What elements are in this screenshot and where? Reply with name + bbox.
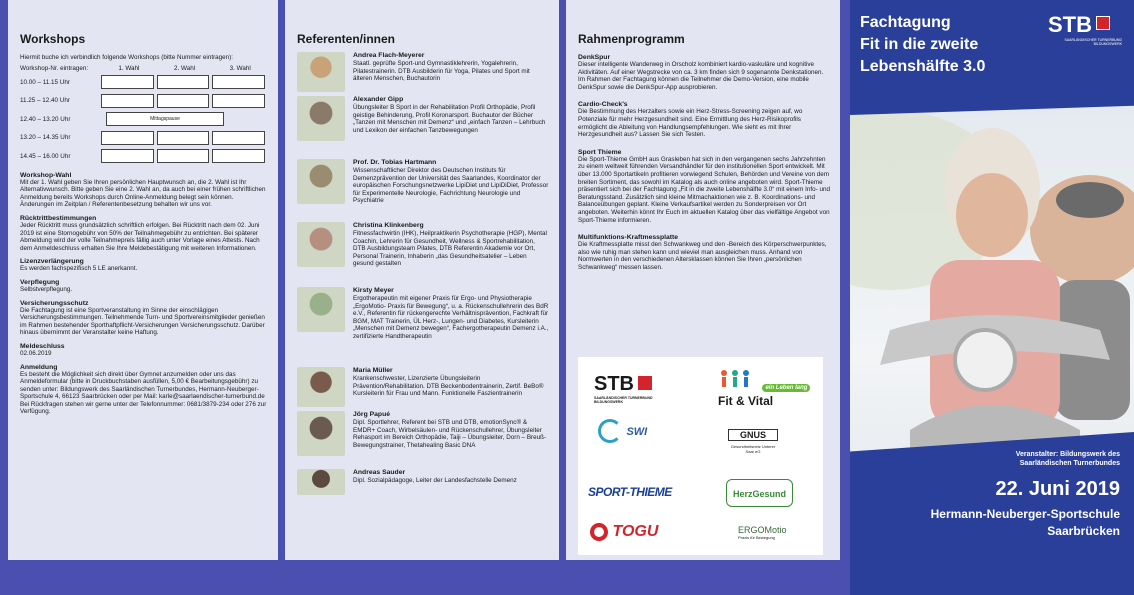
cover-title-line: Fit in die zweite: [860, 36, 979, 53]
organizer-line: Saarländischen Turnerbundes: [1019, 460, 1120, 467]
herzgesund-logo: [726, 479, 793, 507]
referent-description: Dipl. Sportlehrer, Referent bei STB und DTB, emotionSync® & EMDR+ Coach, Wirbelsäulen- und Rückenschullehrer, Übungsleiter Rehasport im Bereich Orthopädie, Taiji – Übungsleiter, Dorn – Breuß-Bewegungstrainer, Thetahealing Basic DNA: [353, 419, 547, 449]
ergomotio-text: ERGOMotio: [738, 525, 787, 535]
fit-vital-text: Fit & Vital: [718, 394, 774, 408]
section-text: Jeder Rücktritt muss grundsätzlich schriftlich erfolgen. Bei Rücktritt nach dem 02. Juni 2019 ist eine Stornogebühr von 50% der Teilnahmegebühr zu entrichten. Bei späterer Abmeldung wird der volle Teilnahmepreis fällig auch unter Vorlage eines Attests. Nach dem Anmeldeschluss erhalten Sie Ihre Meldebestätigung mit weiteren Informationen.: [20, 221, 260, 252]
referent-info: [353, 411, 549, 469]
referent-photo: [297, 96, 345, 141]
workshops-intro: Hiermit buche ich verbindlich folgende Workshops (bitte Nummer eintragen):: [20, 54, 234, 61]
fit-vital-logo: [718, 369, 810, 408]
referent-entry: [297, 411, 549, 469]
workshop-choice-header: [20, 65, 268, 72]
referent-info: [353, 96, 549, 159]
referent-photo: [297, 159, 345, 204]
ergomotio-logo: [738, 525, 787, 540]
organizer: [1016, 450, 1120, 468]
slot-time: 13.20 – 14.35 Uhr: [20, 134, 71, 142]
section-text: 02.06.2019: [20, 349, 52, 357]
referent-description: Krankenschwester, Lizenzierte Übungsleiterin Prävention/Rehabilitation. DTB Beckenbodentrainerin, Zertif. BeBo® Kursleiterin für Frau und Mann. Funktionelle Faszientrainerin: [353, 375, 544, 398]
choice-2-box[interactable]: [157, 75, 210, 89]
section-title: Versicherungsschutz: [20, 299, 89, 307]
cover-stb-sub: SAARLÄNDISCHER TURNERBUND BILDUNGSWERK: [1064, 38, 1122, 46]
choice-3-box[interactable]: [212, 149, 265, 163]
workshops-panel: [8, 0, 278, 560]
section-text: Die Sport-Thieme GmbH aus Grasleben hat sich in den vergangenen sechs Jahrzehnten zu einem weltweit führenden Versandhändler für den institutionellen Sport entwickelt. Mit über 13.000 Sportartikeln profitieren vorwiegend Schulen, Behörden und Vereine von dem breiten Sortiment, das sowohl im Katalog als auch online angeboten wird. Sport-Thieme präsentiert sich bei der Fachtagung „Fit in die zweite Lebenshälfte 3.0“ mit einem Info- und Beratungsstand. Zusätzlich sind kleine Mitmachaktionen wie z. B. Koordinations- und Balanceübungen geplant. Kleine Verkaufsartikel werden zu Sonderpreisen vor Ort angeboten. Weiterhin könnt Ihr Euch im aktuellen Katalog über das vielfältige Angebot von Sport-Thieme informieren.: [578, 155, 831, 224]
referent-name: Jörg Papué: [353, 411, 391, 418]
choice-3-box[interactable]: [212, 94, 265, 108]
referent-photo: [297, 367, 345, 407]
referent-description: Dipl. Sozialpädagoge, Leiter der Landesfachstelle Demenz: [353, 477, 517, 484]
section-title: Sport Thieme: [578, 148, 622, 156]
referent-entry: [297, 367, 549, 411]
section-text: Selbstverpflegung.: [20, 285, 73, 293]
slot-time: 10.00 – 11.15 Uhr: [20, 78, 70, 86]
workshop-info-sections: [20, 172, 268, 416]
referent-entry: [297, 52, 549, 96]
referent-name: Alexander Gipp: [353, 96, 404, 103]
cover-panel: [850, 0, 1134, 595]
togu-ring-icon: [590, 523, 608, 541]
sport-thieme-logo: [588, 485, 672, 499]
venue: [931, 506, 1120, 540]
referent-name: Maria Müller: [353, 367, 393, 374]
togu-text: TOGU: [612, 523, 659, 541]
fit-vital-sub: ein Leben lang: [762, 384, 810, 392]
cover-stb-logo: [1048, 12, 1122, 46]
section-title: Meldeschluss: [20, 342, 65, 350]
referent-info: [353, 159, 549, 222]
referent-name: Christina Klinkenberg: [353, 222, 424, 229]
lunch-break-box: Mittagspause: [106, 112, 224, 126]
referent-photo: [297, 469, 345, 495]
choice-1-box[interactable]: [101, 94, 154, 108]
choice-1-box[interactable]: [101, 149, 154, 163]
referent-photo: [297, 52, 345, 92]
referent-description: Ergotherapeutin mit eigener Praxis für Ergo- und Physiotherapie „ErgoMotio- Praxis für Bewegung“, u. a. Rückenschullehrerin des BdR e.V., Referentin für rückengerechte Verhältnisprävention, Fachkraft für BGM, MAT Trainerin, ÜL Herz-, Lungen- und Diabetes, Kursleiterin „Menschen mit Demenz bewegen“, Fachergotherapeutin Demenz i.A., zertifizierte Handtherapeutin: [353, 295, 549, 340]
referenten-list: [297, 52, 549, 499]
event-date: 22. Juni 2019: [995, 478, 1120, 500]
herzgesund-text: HerzGesund: [733, 489, 787, 499]
referenten-panel: [285, 0, 559, 560]
workshop-slot-row: [20, 75, 268, 90]
section-title: Workshop-Wahl: [20, 171, 72, 179]
section-title: Multifunktions-Kraftmessplatte: [578, 234, 679, 242]
stb-logo-text: STB: [594, 373, 634, 395]
sport-thieme-text: SPORT-THIEME: [588, 485, 672, 499]
workshop-slot-row: [20, 93, 268, 108]
stb-cross-icon: [1096, 16, 1110, 30]
referent-description: Wissenschaftlicher Direktor des Deutschen Instituts für Demenzprävention der Universität des Saarlandes, Koordinator der europäischen Forschungsnetzwerke LipiDiet und LipiDiDiet, Professor für Experimentelle Neurologie, Fachrichtung Neurologie und Psychiatrie: [353, 167, 549, 205]
choice-2-box[interactable]: [157, 131, 210, 145]
sponsor-logos: [578, 357, 823, 555]
referent-name: Prof. Dr. Tobias Hartmann: [353, 159, 437, 166]
referenten-title: Referenten/innen: [297, 32, 396, 46]
workshop-slot-row: [20, 112, 268, 127]
referent-photo: [297, 287, 345, 332]
cover-title: [860, 12, 985, 78]
choice-2-label: 2. Wahl: [173, 64, 196, 72]
referent-photo: [297, 411, 345, 456]
workshops-title: Workshops: [20, 32, 86, 46]
swi-text: SWI: [626, 426, 648, 439]
referent-name: Andrea Flach-Meyerer: [353, 52, 425, 59]
cover-title-line: Lebenshälfte 3.0: [860, 58, 986, 75]
referent-photo: [297, 222, 345, 267]
referent-entry: [297, 469, 549, 499]
choice-1-box[interactable]: [101, 131, 154, 145]
choice-1-box[interactable]: [101, 75, 154, 89]
section-text: Die Fachtagung ist eine Sportveranstaltung im Sinne der einschlägigen Versicherungsbestimmungen. Teilnehmende Turn- und Sportvereinsmitglieder genießen im Rahmen bestehender Sporthaftpflicht-Versicherungen Versicherungsschutz. Darüber hinaus übernimmt der Veranstalter keine Haftung.: [20, 306, 265, 337]
slot-time: 11.25 – 12.40 Uhr: [20, 97, 70, 105]
section-title: DenkSpur: [578, 54, 611, 61]
cover-stb-text: STB: [1048, 12, 1092, 37]
section-title: Anmeldung: [20, 363, 58, 371]
section-title: Lizenzverlängerung: [20, 258, 84, 266]
ergomotio-sub: Praxis für Bewegung: [738, 535, 775, 540]
referent-entry: [297, 287, 549, 367]
referent-info: [353, 469, 549, 499]
section-text: Die Kraftmessplatte misst den Schwankweg und den -Bereich des Körperschwerpunktes, also wie ruhig man stehen kann und wieviel man ausgleichen muss. Anhand von Normwerten in den verschiedenen Altersklassen können Sie Ihren „persönlichen Schwankweg“ messen lassen.: [578, 241, 827, 271]
referent-description: Staatl. geprüfte Sport-und Gymnastiklehrerin, Yogalehrerin, Pilatestrainerin. DTB Ausbilderin für Yoga, Pilates und Sport mit älteren Menschen, Buchautorin: [353, 60, 530, 83]
cover-title-line: Fachtagung: [860, 14, 951, 31]
slot-time: 14.45 – 16.00 Uhr: [20, 152, 71, 160]
referent-info: [353, 367, 549, 411]
stb-cross-icon: [638, 376, 652, 390]
referent-entry: [297, 159, 549, 222]
referent-info: [353, 52, 549, 96]
gnus-text: GNUS: [728, 429, 778, 441]
choice-2-box[interactable]: [157, 149, 210, 163]
people-icon: [718, 369, 758, 389]
referent-info: [353, 287, 549, 367]
referent-name: Kirsty Meyer: [353, 287, 394, 294]
choice-3-box[interactable]: [212, 131, 265, 145]
stb-logo-sub: SAARLÄNDISCHER TURNERBUND BILDUNGSWERK: [594, 396, 653, 404]
rahmenprogramm-panel: [566, 0, 840, 560]
section-text: Die Bestimmung des Herzalters sowie ein Herz-Stress-Screening zeigen auf, wo Potenziale für mehr Herzgesundheit sind. Eine Ermittlung des Herz-Risikoprofils ermöglicht die Ableitung von Handlungsempfehlungen. Wie sieht es mit Ihrer Herzgesundheit aus? Lassen Sie sich Testen.: [578, 108, 803, 139]
referent-entry: [297, 222, 549, 287]
referent-name: Andreas Sauder: [353, 469, 406, 476]
referent-info: [353, 222, 549, 287]
slot-time: 12.40 – 13.20 Uhr: [20, 115, 71, 123]
togu-logo: [590, 523, 658, 541]
section-text: Es werden fachspezifisch 5 LE anerkannt.: [20, 265, 138, 273]
swi-swoosh-icon: [598, 419, 622, 443]
choice-2-box[interactable]: [157, 94, 210, 108]
referent-description: Übungsleiter B Sport in der Rehabilitation Profil Orthopädie, Profil geistige Behinderung, Profil Koronarsport. Buchautor der Bücher „Tanzen mit Menschen mit Demenz“ und „einfach Tanzen – Lehrbuch und Lexikon der einfachen Tanzbewegungen: [353, 104, 546, 134]
organizer-line: Veranstalter: Bildungswerk des: [1015, 451, 1120, 458]
gnus-logo: [728, 429, 778, 454]
section-title: Rücktrittbestimmungen: [20, 214, 97, 222]
section-text: Dieser intelligente Wanderweg in Orscholz kombiniert kardio-vaskuläre und kognitive Aktivitäten. Auf einer Wegstrecke von ca. 3 km finden sich 9 sogenannte Denkstationen. Im Rahmen der Fachtagung können die Teilnehmer die Demo-Version, eine mobile DenkSpur sowie die DenkSpur-App ausprobieren.: [578, 61, 824, 91]
referent-entry: [297, 96, 549, 159]
workshop-slot-row: [20, 149, 268, 164]
section-title: Verpflegung: [20, 278, 60, 286]
gnus-sub: Gesundheitsnetz Unterer Saar eG: [730, 444, 776, 454]
choice-3-box[interactable]: [212, 75, 265, 89]
section-text: Es besteht die Möglichkeit sich direkt über Gymnet anzumelden oder uns das Anmeldeformular (bitte in Druckbuchstaben ausfüllen, 5,00 € Bearbeitungsgebühr) zu senden unter: Bildungswerk des Saarländischen Turnerbundes, Hermann-Neuberger-Sportschule 4, 66123 Saarbrücken oder per Mail: karle@saarlaendischer-turnerbund.de Bei Rückfragen stehen wir gerne unter der Telefonnummer: 0681/3879-234 oder 276 zur Verfügung.: [20, 370, 267, 416]
section-title: Cardio-Check's: [578, 101, 628, 109]
venue-line: Saarbrücken: [1047, 524, 1120, 538]
stb-logo: [594, 373, 664, 404]
choice-3-label: 3. Wahl: [229, 64, 251, 72]
section-text: Mit der 1. Wahl geben Sie Ihren persönlichen Hauptwunsch an, die 2. Wahl ist Ihr Alternativwunsch. Bitte geben Sie eine 2. Wahl an, da auch bei einer frühen schriftlichen Anmeldung bereits Workshops durch Online-Anmeldung belegt sein können. Änderungen im Zeitplan / Referentenbesetzung behalten wir uns vor.: [20, 178, 266, 209]
workshop-slot-row: [20, 130, 268, 145]
choice-1-label: 1. Wahl: [118, 64, 140, 72]
swi-logo: [598, 419, 647, 443]
rahmenprogramm-title: Rahmenprogramm: [578, 32, 685, 46]
referent-description: Fitnessfachwirtin (IHK), Heilpraktikerin Psychotherapie (HGP), Mental Coachin, Lehrerin für Gesundheit, Wellness & Sportrehabilitation, DTB Ausbildungsteam Pilates, DTB Referentin Akademie vor Ort, Personal Trainerin, Inhaberin „das Gesundheitsatelier – Leben gesund gestalten: [353, 230, 547, 268]
workshop-number-label: Workshop-Nr. eintragen:: [20, 64, 89, 72]
venue-line: Hermann-Neuberger-Sportschule: [930, 507, 1120, 521]
